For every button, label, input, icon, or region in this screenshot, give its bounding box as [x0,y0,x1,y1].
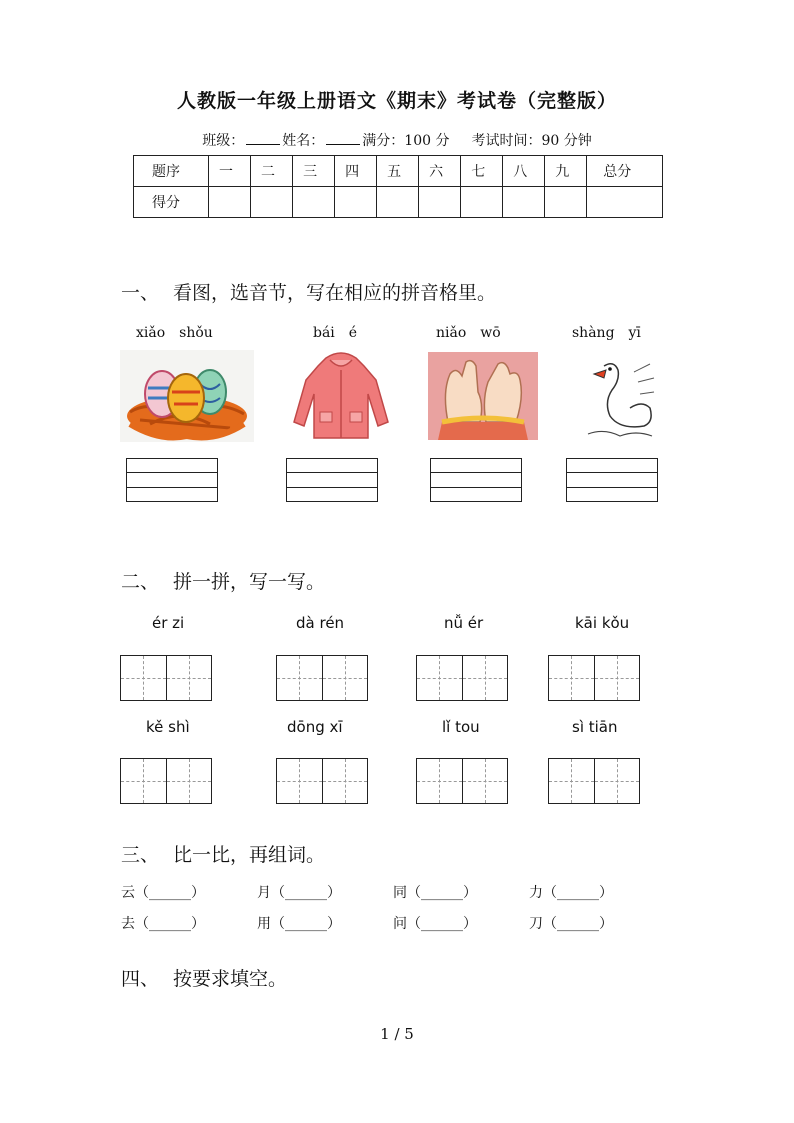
score-header-cell: 七 [461,156,503,187]
score-cell[interactable] [545,187,587,218]
score-cell[interactable] [209,187,251,218]
tian-grid[interactable] [120,655,212,701]
section-2-heading [121,567,325,594]
page-title: 人教版一年级上册语文《期末》考试卷（完整版） [176,90,617,112]
class-blank [246,132,280,145]
score-header-cell: 二 [251,156,293,187]
tian-grid[interactable] [548,655,640,701]
pinyin-label: xiǎo shǒu [136,325,213,341]
pinyin-writing-grid[interactable] [286,458,378,502]
compare-word-blank[interactable]: 用（______） [257,916,341,932]
score-cell[interactable] [251,187,293,218]
score-cell[interactable] [293,187,335,218]
section-4-heading [121,964,287,991]
pinyin-word: ér zi [152,614,185,632]
section-number: 一、 [121,282,160,304]
section-title: 比一比，再组词。 [173,844,326,866]
pinyin-word: kě shì [146,718,190,736]
score-row-label: 得分 [134,187,209,218]
pinyin-writing-grid[interactable] [126,458,218,502]
compare-word-blank[interactable]: 力（______） [529,885,613,901]
tian-grid[interactable] [548,758,640,804]
score-header-cell: 三 [293,156,335,187]
hands-picture [428,352,538,440]
compare-word-blank[interactable]: 刀（______） [529,916,613,932]
score-header-cell: 题序 [134,156,209,187]
tian-grid[interactable] [416,758,508,804]
tian-grid[interactable] [276,758,368,804]
section-number: 三、 [121,844,160,866]
score-header-cell: 八 [503,156,545,187]
pinyin-word: nǚ ér [444,614,484,632]
tian-grid[interactable] [120,758,212,804]
section-title: 拼一拼，写一写。 [173,571,326,593]
section-3-heading [121,840,325,867]
score-cell[interactable] [503,187,545,218]
red-coat-picture [292,350,390,442]
pinyin-word: kāi kǒu [575,614,630,632]
pinyin-word: dōng xī [287,718,343,736]
compare-word-blank[interactable]: 同（______） [393,885,477,901]
section-number: 四、 [121,968,160,990]
pinyin-word: sì tiān [572,718,618,736]
student-info-line [0,130,794,150]
section-title: 看图，选音节，写在相应的拼音格里。 [173,282,497,304]
score-header-cell: 四 [335,156,377,187]
section-title: 按要求填空。 [173,968,288,990]
exam-time: 考试时间：90 分钟 [471,133,592,149]
class-label: 班级： [202,133,245,149]
tian-grid[interactable] [276,655,368,701]
tian-grid[interactable] [416,655,508,701]
pinyin-label: bái é [313,325,358,341]
full-score: 满分：100 分 [362,133,450,149]
score-header-cell: 总分 [587,156,663,187]
score-table-header-row [134,156,663,187]
score-header-cell: 六 [419,156,461,187]
name-blank [326,132,360,145]
section-1-heading [121,278,496,305]
score-cell[interactable] [377,187,419,218]
score-cell[interactable] [419,187,461,218]
compare-word-blank[interactable]: 云（______） [121,885,205,901]
score-header-cell: 一 [209,156,251,187]
score-table-score-row [134,187,663,218]
pinyin-word: lǐ tou [442,718,480,736]
score-cell[interactable] [335,187,377,218]
score-cell[interactable] [587,187,663,218]
pinyin-writing-grid[interactable] [430,458,522,502]
compare-word-blank[interactable]: 问（______） [393,916,477,932]
compare-word-blank[interactable]: 去（______） [121,916,205,932]
score-header-cell: 五 [377,156,419,187]
section-number: 二、 [121,571,160,593]
score-cell[interactable] [461,187,503,218]
pinyin-word: dà rén [296,614,345,632]
pinyin-writing-grid[interactable] [566,458,658,502]
compare-word-blank[interactable]: 月（______） [257,885,341,901]
pinyin-label: niǎo wō [436,325,501,341]
page-number: 1 / 5 [380,1025,414,1043]
eggs-in-nest-picture [120,350,254,442]
score-header-cell: 九 [545,156,587,187]
name-label: 姓名： [282,133,325,149]
score-table [133,155,663,218]
white-goose-picture [584,356,656,442]
pinyin-label: shàng yī [572,325,641,341]
